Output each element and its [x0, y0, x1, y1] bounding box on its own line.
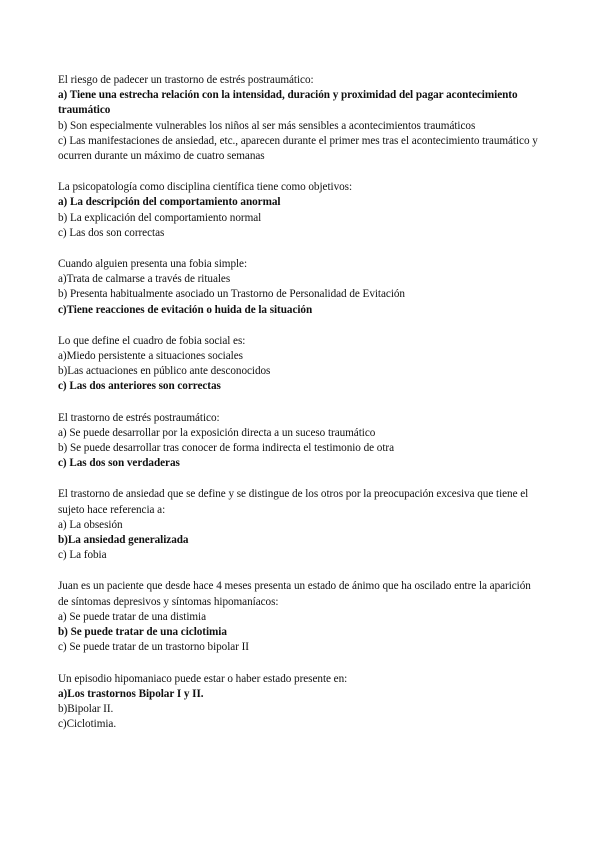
option-c: c)Ciclotimia. — [58, 718, 117, 731]
option-a-correct: a) Tiene una estrecha relación con la intensidad, duración y proximidad del pagar acontecimiento traumático — [58, 89, 518, 117]
option-b-correct: b) Se puede tratar de una ciclotimia — [58, 626, 227, 639]
option-b: b) La explicación del comportamiento normal — [58, 211, 262, 224]
option-a: a) Se puede desarrollar por la exposición directa a un suceso traumático — [58, 426, 376, 439]
question-stem: El trastorno de estrés postraumático: — [58, 411, 220, 424]
question-block — [58, 411, 538, 472]
question-block — [58, 257, 538, 318]
option-a: a) La obsesión — [58, 518, 123, 531]
question-block — [58, 180, 538, 241]
option-b: b)Bipolar II. — [58, 702, 114, 715]
question-block — [58, 73, 538, 164]
question-block — [58, 334, 538, 395]
question-stem: El riesgo de padecer un trastorno de estrés postraumático: — [58, 74, 314, 86]
option-c: c) Se puede tratar de un trastorno bipolar II — [58, 641, 249, 654]
question-stem: Cuando alguien presenta una fobia simple: — [58, 258, 248, 271]
option-a-correct: a) La descripción del comportamiento anormal — [58, 196, 281, 209]
question-block — [58, 579, 538, 655]
question-block — [58, 487, 538, 563]
question-stem: Juan es un paciente que desde hace 4 meses presenta un estado de ánimo que ha oscilado entre la aparición de síntomas depresivos y síntomas hipomaníacos: — [58, 580, 531, 608]
option-b-correct: b)La ansiedad generalizada — [58, 534, 189, 547]
option-a: a) Se puede tratar de una distimia — [58, 610, 207, 623]
option-c: c) La fobia — [58, 549, 107, 562]
question-stem: El trastorno de ansiedad que se define y se distingue de los otros por la preocupación excesiva que tiene el sujeto hace referencia a: — [58, 488, 529, 516]
option-b: b) Se puede desarrollar tras conocer de forma indirecta el testimonio de otra — [58, 442, 394, 455]
option-c-correct: c) Las dos anteriores son correctas — [58, 380, 221, 393]
option-c: c) Las manifestaciones de ansiedad, etc., aparecen durante el primer mes tras el acontecimiento traumático y ocurren durante un máximo de cuatro semanas — [58, 134, 538, 163]
option-b: b) Presenta habitualmente asociado un Trastorno de Personalidad de Evitación — [58, 288, 405, 301]
question-stem: La psicopatología como disciplina científica tiene como objetivos: — [58, 181, 353, 194]
question-stem: Lo que define el cuadro de fobia social es: — [58, 334, 246, 347]
question-block — [58, 672, 538, 733]
option-b: b)Las actuaciones en público ante desconocidos — [58, 365, 271, 378]
option-c-correct: c)Tiene reacciones de evitación o huida de la situación — [58, 303, 313, 316]
option-b: b) Son especialmente vulnerables los niños al ser más sensibles a acontecimientos traumáticos — [58, 119, 476, 132]
option-a: a)Miedo persistente a situaciones sociales — [58, 350, 243, 363]
option-a-correct: a)Los trastornos Bipolar I y II. — [58, 687, 204, 700]
option-c-correct: c) Las dos son verdaderas — [58, 457, 180, 470]
option-a: a)Trata de calmarse a través de rituales — [58, 273, 231, 286]
document-page — [58, 73, 538, 748]
question-stem: Un episodio hipomaniaco puede estar o haber estado presente en: — [58, 672, 348, 685]
option-c: c) Las dos son correctas — [58, 226, 165, 239]
